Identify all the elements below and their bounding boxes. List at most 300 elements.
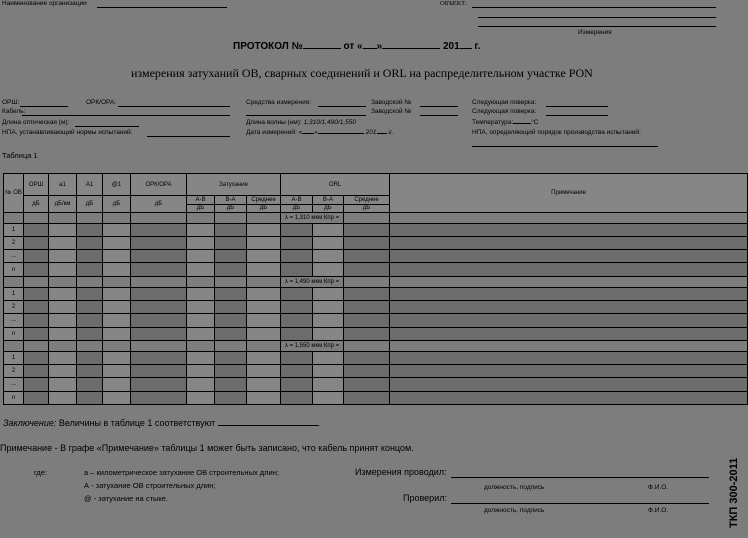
- row-number: n: [4, 327, 24, 340]
- table-cell: [215, 223, 247, 236]
- table-cell: [187, 365, 215, 378]
- table-cell: [344, 223, 390, 236]
- table-cell: [281, 378, 313, 391]
- legend-A: А - затухание ОВ строительных длин;: [84, 481, 216, 490]
- table-row: [4, 327, 748, 340]
- table-cell: [281, 301, 313, 314]
- table-row: [4, 378, 748, 391]
- lambda-cell: [131, 340, 187, 351]
- table-cell: [281, 327, 313, 340]
- table-cell: [77, 351, 103, 364]
- unit-orl-avg: дБ: [344, 204, 390, 212]
- lambda-cell: [247, 340, 281, 351]
- table-row: [4, 314, 748, 327]
- field-optical-length: Длина оптическая (м):: [2, 119, 70, 126]
- table-cell: [24, 263, 49, 276]
- checked-position-caption: должность, подпись: [484, 507, 545, 514]
- table-cell: [344, 263, 390, 276]
- table-cell: [281, 351, 313, 364]
- table-cell: [247, 263, 281, 276]
- protocol-title: [233, 41, 480, 52]
- table-cell: [131, 327, 187, 340]
- field-cable-line: [22, 115, 230, 116]
- table-cell: [131, 314, 187, 327]
- table-cell: [187, 351, 215, 364]
- field-instruments-line-2: [246, 115, 366, 116]
- table-cell: [215, 365, 247, 378]
- table-cell: [247, 250, 281, 263]
- lambda-cell: [103, 340, 131, 351]
- table-cell: [103, 365, 131, 378]
- lambda-row: [4, 276, 748, 287]
- row-number: 2: [4, 365, 24, 378]
- table-cell: [24, 314, 49, 327]
- lambda-cell: [131, 276, 187, 287]
- table-row: [4, 301, 748, 314]
- unit-atten-ab: дБ: [187, 204, 215, 212]
- field-orsh-line: [20, 106, 68, 107]
- th-atten: Затухание: [187, 174, 281, 196]
- lambda-note-cell: [390, 340, 748, 351]
- table-cell: [103, 378, 131, 391]
- table-cell: [77, 287, 103, 300]
- lambda-cell: [344, 212, 390, 223]
- table-cell: [313, 365, 344, 378]
- table-cell: [390, 378, 748, 391]
- table-cell: [344, 301, 390, 314]
- table-cell: [281, 236, 313, 249]
- table-cell: [49, 351, 77, 364]
- meas-date-close: »: [314, 129, 318, 136]
- field-temperature: [472, 119, 538, 126]
- unit-orl-ba: дБ: [313, 204, 344, 212]
- field-wavelength: [246, 119, 356, 126]
- table-cell: [215, 250, 247, 263]
- table-cell: [24, 351, 49, 364]
- table-cell: [247, 365, 281, 378]
- lambda-cell: [24, 276, 49, 287]
- table-cell: [77, 327, 103, 340]
- lambda-cell: [103, 276, 131, 287]
- meas-date-year: 201: [365, 129, 377, 136]
- lambda-label: λ = 1,550 мкм Кпр =: [281, 340, 344, 351]
- table-cell: [103, 314, 131, 327]
- table-cell: [24, 378, 49, 391]
- field-serial-no-2: Заводской №: [371, 108, 412, 115]
- lambda-cell: [4, 276, 24, 287]
- measured-position-caption: должность, подпись: [484, 484, 545, 491]
- lambda-note-cell: [390, 212, 748, 223]
- field-next-check-2-line: [546, 115, 608, 116]
- lambda-label: λ = 1,310 мкм Кпр =: [281, 212, 344, 223]
- th-no: № ОВ: [4, 174, 24, 213]
- table-cell: [390, 327, 748, 340]
- table-cell: [390, 314, 748, 327]
- table-cell: [131, 250, 187, 263]
- table-cell: [390, 391, 748, 404]
- lambda-cell: [344, 276, 390, 287]
- table-cell: [24, 365, 49, 378]
- field-next-check-1-line: [546, 106, 608, 107]
- table-cell: [24, 223, 49, 236]
- table-cell: [77, 378, 103, 391]
- unit-orl-ab: дБ: [281, 204, 313, 212]
- table-cell: [49, 391, 77, 404]
- th-orsh: ОРШ: [24, 174, 49, 196]
- field-optical-length-line: [75, 126, 139, 127]
- table-cell: [24, 250, 49, 263]
- table-cell: [313, 287, 344, 300]
- side-code: [716, 430, 740, 530]
- table-cell: [49, 223, 77, 236]
- conclusion: [3, 418, 320, 428]
- th-orl-ab: А-В: [281, 196, 313, 205]
- table-cell: [344, 327, 390, 340]
- table-cell: [49, 287, 77, 300]
- table-cell: [131, 236, 187, 249]
- lambda-cell: [49, 212, 77, 223]
- th-atten-ab: А-В: [187, 196, 215, 205]
- temperature-label: Температура:: [472, 119, 514, 126]
- table-cell: [77, 301, 103, 314]
- table-cell: [77, 314, 103, 327]
- unit-atten-avg: дБ: [247, 204, 281, 212]
- field-npa-norms: НПА, устанавливающий нормы испытаний:: [2, 129, 133, 136]
- unit-atten-ba: дБ: [215, 204, 247, 212]
- measured-fio-caption: Ф.И.О.: [648, 484, 669, 491]
- protocol-date-from: от «: [343, 41, 363, 52]
- table-cell: [281, 365, 313, 378]
- table-cell: [103, 301, 131, 314]
- table-cell: [247, 391, 281, 404]
- table-cell: [247, 287, 281, 300]
- side-code-text: ТКП 300-2011: [728, 457, 740, 528]
- table-cell: [103, 223, 131, 236]
- conclusion-text: Величины в таблице 1 соответствуют: [58, 418, 216, 428]
- lambda-cell: [344, 340, 390, 351]
- table-cell: [103, 287, 131, 300]
- unit-at1: дБ: [103, 196, 131, 213]
- field-orsh: ОРШ:: [2, 99, 20, 106]
- table-cell: [215, 391, 247, 404]
- table-cell: [49, 236, 77, 249]
- table-cell: [281, 287, 313, 300]
- table-cell: [313, 263, 344, 276]
- table-cell: [187, 327, 215, 340]
- row-number: 2: [4, 236, 24, 249]
- lambda-cell: [24, 340, 49, 351]
- table-cell: [313, 391, 344, 404]
- field-cable: Кабель:: [2, 108, 26, 115]
- table-cell: [103, 263, 131, 276]
- field-meas-instruments: Средства измерения:: [246, 99, 312, 106]
- th-orl-avg: Среднее: [344, 196, 390, 205]
- row-number: 2: [4, 301, 24, 314]
- table-cell: [344, 314, 390, 327]
- table-cell: [131, 391, 187, 404]
- field-serial-no-1: Заводской №: [371, 99, 412, 106]
- table-cell: [390, 263, 748, 276]
- table-cell: [281, 314, 313, 327]
- field-orkora: ОРК/ОРА:: [86, 99, 117, 106]
- table-cell: [344, 365, 390, 378]
- table-cell: [49, 263, 77, 276]
- table-cell: [77, 236, 103, 249]
- table-cell: [313, 314, 344, 327]
- table-cell: [77, 250, 103, 263]
- table-row: [4, 250, 748, 263]
- protocol-year: 201: [442, 41, 460, 52]
- table-cell: [390, 287, 748, 300]
- checked-by-line: [451, 503, 709, 504]
- table-cell: [49, 327, 77, 340]
- unit-orkora: дБ: [131, 196, 187, 213]
- table-cell: [131, 263, 187, 276]
- lambda-cell: [77, 340, 103, 351]
- meas-date-open: «: [298, 129, 303, 136]
- table-cell: [187, 301, 215, 314]
- table-cell: [313, 327, 344, 340]
- lambda-cell: [215, 212, 247, 223]
- table-cell: [247, 223, 281, 236]
- meas-date-suffix: г.: [388, 129, 394, 136]
- lambda-cell: [187, 276, 215, 287]
- table-cell: [247, 327, 281, 340]
- table-cell: [49, 365, 77, 378]
- row-number: n: [4, 391, 24, 404]
- field-meas-date: [246, 129, 393, 136]
- th-a1: a1: [49, 174, 77, 196]
- object-line-1: [472, 7, 716, 8]
- lambda-cell: [215, 276, 247, 287]
- table-cell: [103, 236, 131, 249]
- table-cell: [313, 250, 344, 263]
- conclusion-end: .: [317, 418, 321, 428]
- table-cell: [187, 223, 215, 236]
- table-cell: [215, 378, 247, 391]
- lambda-cell: [77, 276, 103, 287]
- table-cell: [281, 250, 313, 263]
- table-cell: [131, 223, 187, 236]
- table-cell: [281, 223, 313, 236]
- table-cell: [77, 263, 103, 276]
- table-cell: [49, 250, 77, 263]
- protocol-prefix: ПРОТОКОЛ №: [233, 41, 303, 52]
- table-cell: [103, 391, 131, 404]
- table-cell: [390, 250, 748, 263]
- table-cell: [131, 301, 187, 314]
- table-row: [4, 223, 748, 236]
- field-next-check-2: Следующая поверка:: [472, 108, 537, 115]
- object-label: ОБЪЕКТ:: [440, 0, 467, 7]
- th-A1: A1: [77, 174, 103, 196]
- table-cell: [49, 314, 77, 327]
- table-row: [4, 263, 748, 276]
- row-number: 1: [4, 223, 24, 236]
- protocol-date-quote: »: [376, 41, 383, 52]
- lambda-cell: [4, 212, 24, 223]
- lambda-cell: [247, 212, 281, 223]
- table-caption: Таблица 1: [2, 151, 38, 160]
- legend-at: @ - затухание на стыке.: [84, 494, 169, 503]
- table-cell: [344, 378, 390, 391]
- lambda-cell: [131, 212, 187, 223]
- th-at1: @1: [103, 174, 131, 196]
- table-cell: [313, 351, 344, 364]
- table-cell: [247, 236, 281, 249]
- table-cell: [215, 351, 247, 364]
- table-cell: [215, 263, 247, 276]
- th-atten-avg: Среднее: [247, 196, 281, 205]
- protocol-subtitle: измерения затуханий ОВ, сварных соединений и ORL на распределительном участке PON: [131, 66, 593, 80]
- org-name-line: [97, 7, 227, 8]
- unit-A1: дБ: [77, 196, 103, 213]
- row-number: n: [4, 263, 24, 276]
- field-npa-order-line: [472, 146, 658, 147]
- table-row: [4, 351, 748, 364]
- table-cell: [313, 301, 344, 314]
- wavelength-value: 1,310/1,490/1,550: [303, 119, 356, 126]
- lambda-cell: [247, 276, 281, 287]
- table-cell: [187, 287, 215, 300]
- table-cell: [187, 263, 215, 276]
- table-cell: [215, 327, 247, 340]
- th-note: Примечание: [390, 174, 748, 213]
- lambda-cell: [49, 276, 77, 287]
- measurement-table: [3, 173, 748, 405]
- lambda-cell: [103, 212, 131, 223]
- table-cell: [103, 250, 131, 263]
- table-cell: [131, 287, 187, 300]
- th-orkora: ОРК/ОРА: [131, 174, 187, 196]
- table-cell: [390, 301, 748, 314]
- lambda-cell: [215, 340, 247, 351]
- org-label: Наименование организации: [2, 0, 87, 7]
- table-cell: [187, 391, 215, 404]
- table-cell: [131, 351, 187, 364]
- row-number: 1: [4, 351, 24, 364]
- table-cell: [313, 378, 344, 391]
- table-cell: [344, 391, 390, 404]
- table-cell: [390, 365, 748, 378]
- table-cell: [313, 223, 344, 236]
- table-cell: [24, 236, 49, 249]
- meas-date-label: Дата измерений:: [246, 129, 297, 136]
- table-cell: [187, 250, 215, 263]
- table-cell: [344, 250, 390, 263]
- table-cell: [390, 351, 748, 364]
- field-npa-order: НПА, определяющий порядок производства испытаний:: [472, 129, 641, 136]
- field-npa-norms-line: [147, 136, 230, 137]
- legend-a: а – километрическое затухание ОВ строительных длин;: [84, 468, 279, 477]
- table-cell: [215, 314, 247, 327]
- lambda-cell: [24, 212, 49, 223]
- lambda-cell: [187, 212, 215, 223]
- table-row: [4, 391, 748, 404]
- field-next-check-1: Следующая поверка:: [472, 99, 537, 106]
- table-cell: [131, 378, 187, 391]
- lambda-cell: [77, 212, 103, 223]
- checked-fio-caption: Ф.И.О.: [648, 507, 669, 514]
- table-row: [4, 236, 748, 249]
- table-cell: [247, 301, 281, 314]
- checked-by-label: Проверил:: [403, 493, 447, 503]
- measurements-caption: Измерения: [578, 29, 612, 36]
- protocol-year-suffix: г.: [474, 41, 481, 52]
- row-number: ...: [4, 378, 24, 391]
- table-cell: [390, 223, 748, 236]
- temperature-unit: °С: [531, 119, 539, 126]
- table-cell: [103, 351, 131, 364]
- table-cell: [215, 301, 247, 314]
- field-serial-1-line: [420, 106, 458, 107]
- conclusion-label: Заключение:: [3, 418, 57, 428]
- table-cell: [24, 301, 49, 314]
- table-cell: [247, 378, 281, 391]
- table-cell: [247, 314, 281, 327]
- table-cell: [103, 327, 131, 340]
- lambda-cell: [4, 340, 24, 351]
- table-cell: [390, 236, 748, 249]
- row-number: ...: [4, 250, 24, 263]
- table-cell: [187, 236, 215, 249]
- table-row: [4, 287, 748, 300]
- lambda-cell: [187, 340, 215, 351]
- table-cell: [77, 365, 103, 378]
- field-instruments-line: [318, 106, 366, 107]
- wavelength-label: Длина волны (нм):: [246, 119, 302, 126]
- lambda-row: [4, 212, 748, 223]
- row-number: ...: [4, 314, 24, 327]
- table-cell: [49, 301, 77, 314]
- lambda-note-cell: [390, 276, 748, 287]
- th-atten-ba: В-А: [215, 196, 247, 205]
- object-line-3: [478, 26, 716, 27]
- table-cell: [24, 287, 49, 300]
- note-text: Примечание - В графе «Примечание» таблицы 1 может быть записано, что кабель принят концом.: [0, 443, 414, 453]
- measured-by-label: Измерения проводил:: [355, 467, 447, 477]
- object-line-2: [478, 17, 716, 18]
- table-cell: [77, 391, 103, 404]
- measured-by-line: [451, 477, 709, 478]
- table-cell: [247, 351, 281, 364]
- unit-a1: дБ/км: [49, 196, 77, 213]
- lambda-cell: [49, 340, 77, 351]
- unit-orsh: дБ: [24, 196, 49, 213]
- th-orl: ORL: [281, 174, 390, 196]
- table-cell: [281, 263, 313, 276]
- th-orl-ba: В-А: [313, 196, 344, 205]
- table-cell: [344, 236, 390, 249]
- table-cell: [187, 314, 215, 327]
- table-cell: [24, 391, 49, 404]
- table-cell: [344, 351, 390, 364]
- field-orkora-line: [118, 106, 230, 107]
- table-cell: [215, 287, 247, 300]
- table-cell: [344, 287, 390, 300]
- table-cell: [281, 391, 313, 404]
- legend-where: где:: [34, 468, 48, 477]
- table-cell: [77, 223, 103, 236]
- lambda-label: λ = 1,490 мкм Кпр =: [281, 276, 344, 287]
- table-cell: [313, 236, 344, 249]
- table-cell: [215, 236, 247, 249]
- table-row: [4, 365, 748, 378]
- table-cell: [187, 378, 215, 391]
- lambda-row: [4, 340, 748, 351]
- field-serial-2-line: [420, 115, 458, 116]
- row-number: 1: [4, 287, 24, 300]
